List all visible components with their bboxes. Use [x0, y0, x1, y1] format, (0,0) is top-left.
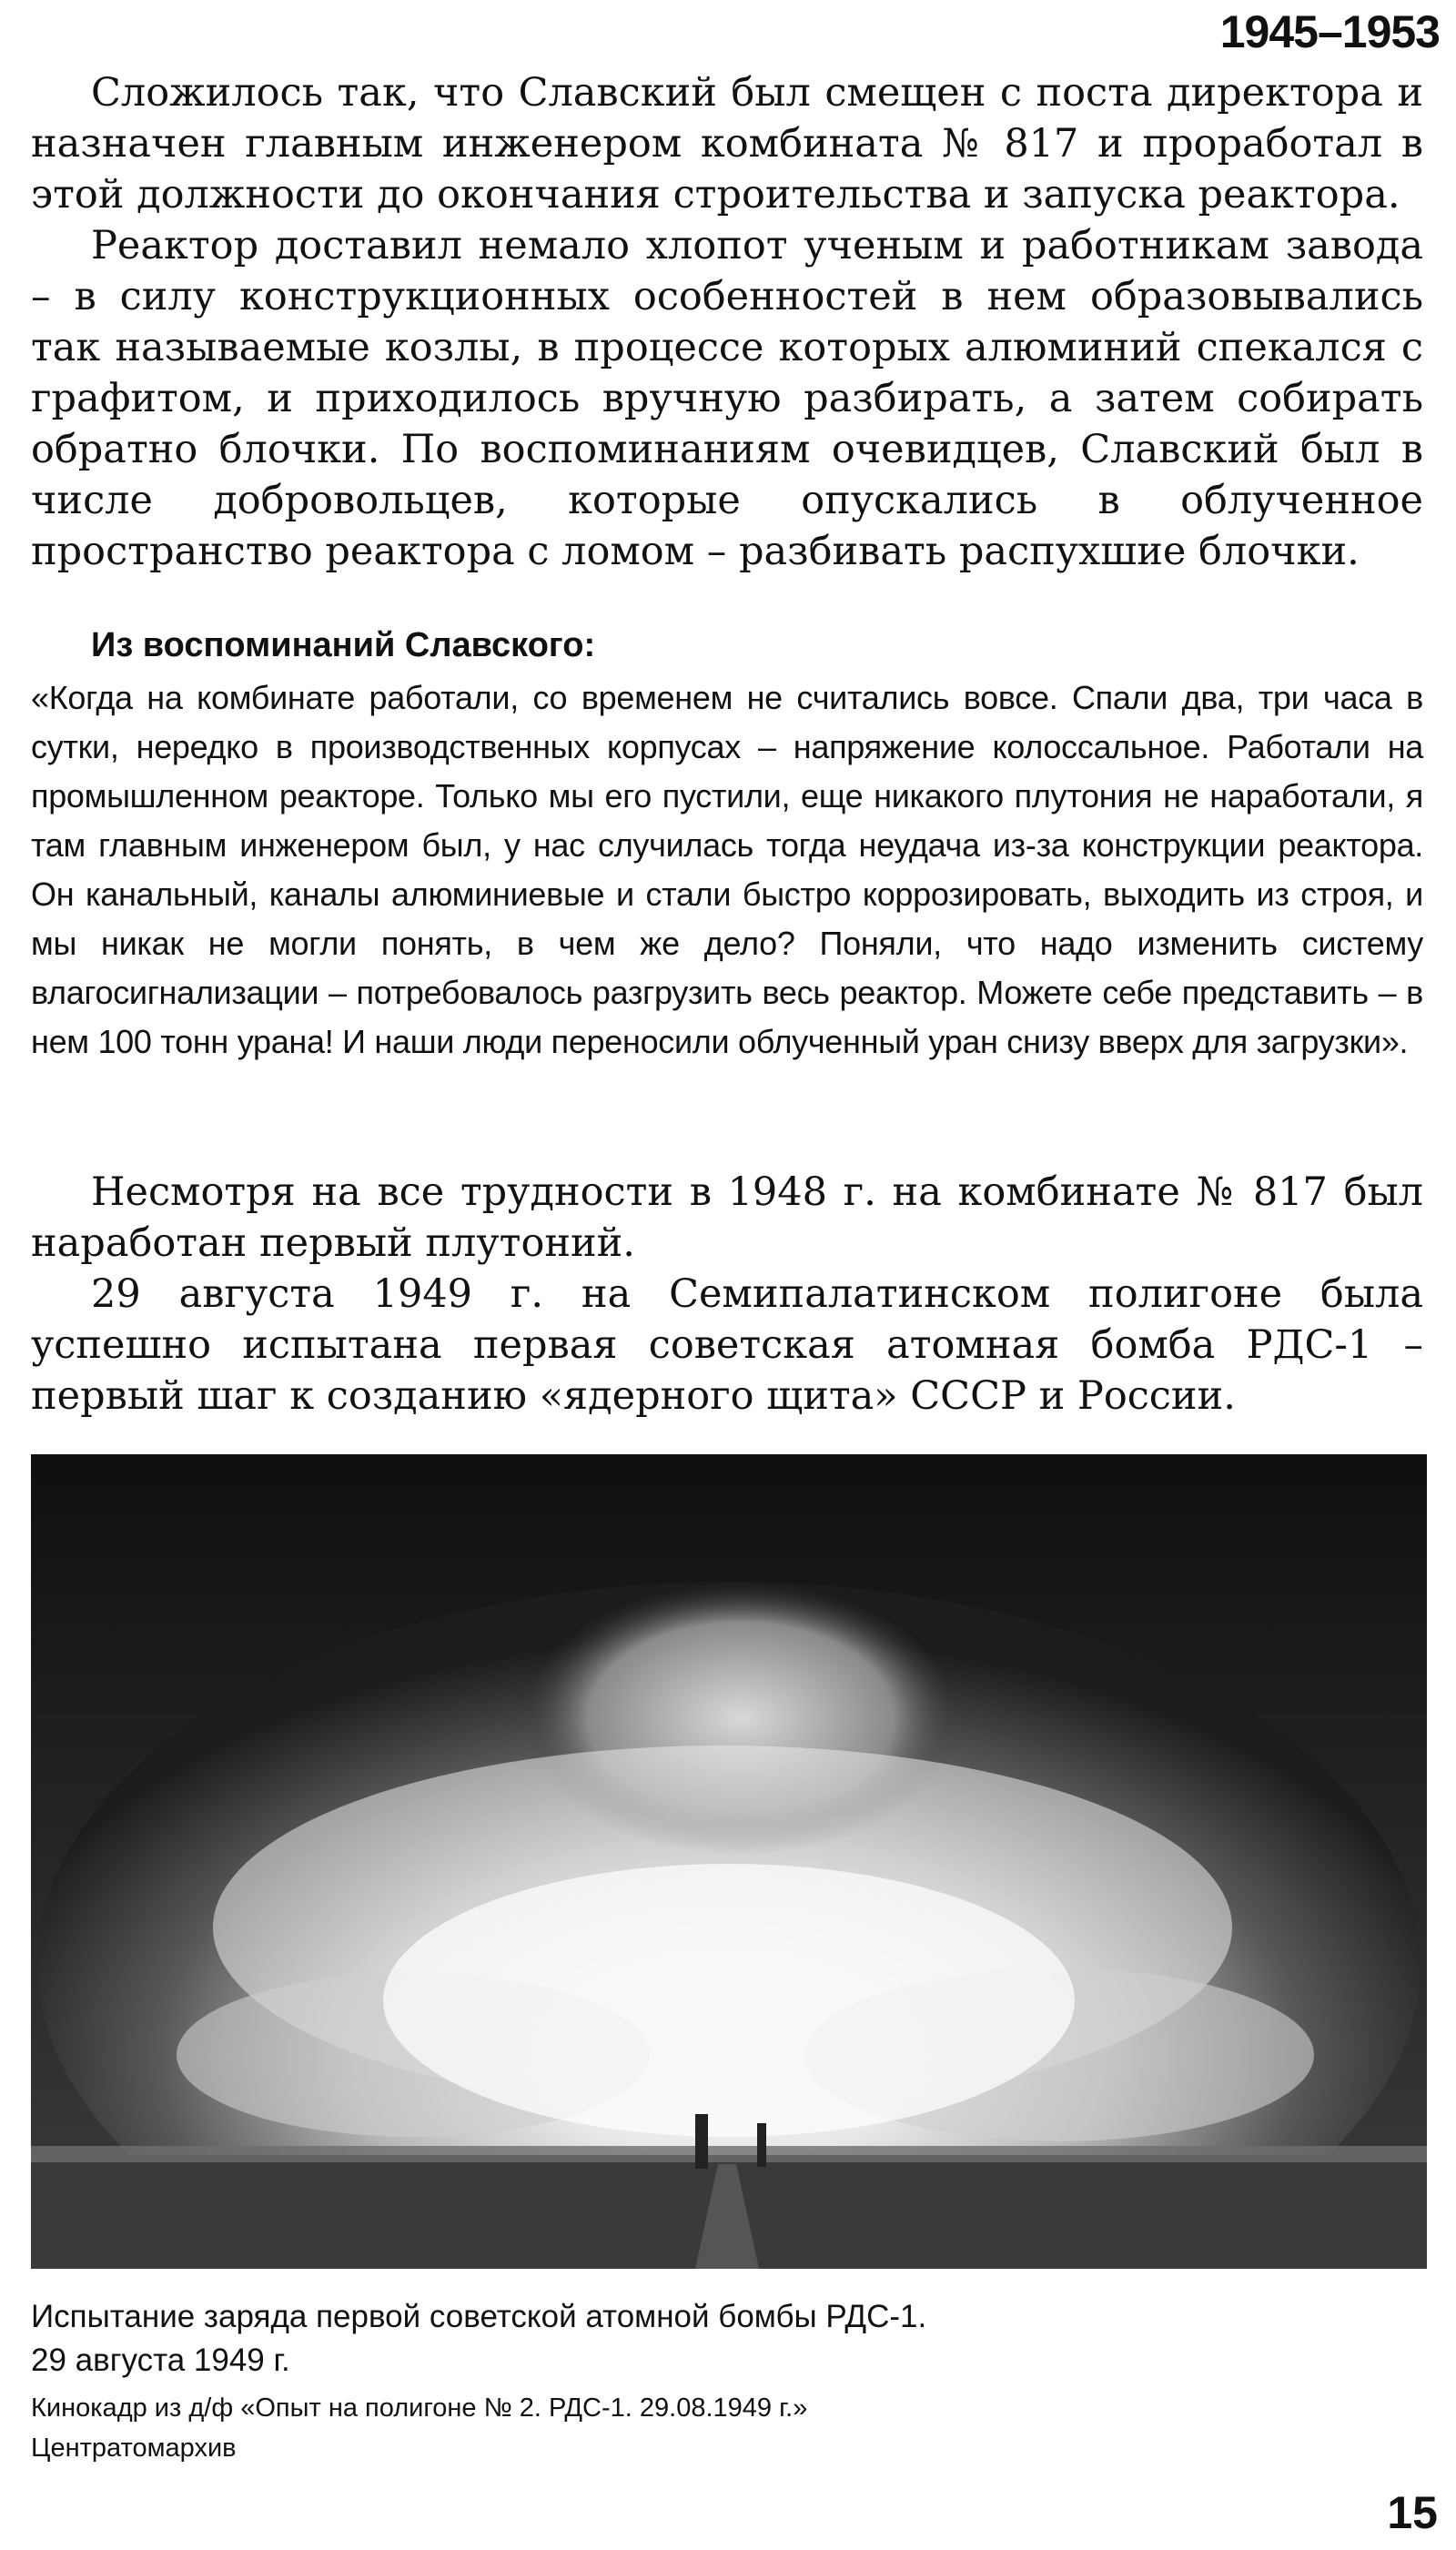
body-text-bottom [31, 1167, 1423, 1422]
explosion-photo [31, 1454, 1427, 2269]
body-text-top [31, 67, 1423, 577]
quote-text: «Когда на комбинате работали, со временем не считались вовсе. Спали два, три часа в сутки, нередко в производственных корпусах – напряжение колоссальное. Работали на промышленном реакторе. Только мы его пустили, еще никакого плутония не наработали, я там главным инженером был, у нас случилась тогда неудача из-за конструкции реактора. Он канальный, каналы алюминиевые и стали быстро коррозировать, выходить из строя, и мы никак не могли понять, в чем же дело? Поняли, что надо изменить систему влагосигнализации – потребовалось разгрузить весь реактор. Можете себе представить – в нем 100 тонн урана! И наши люди переносили облученный уран снизу вверх для загрузки». [31, 679, 1423, 1060]
caption-archive: Центратомархив [31, 2434, 237, 2463]
page-number: 15 [1387, 2487, 1438, 2538]
chapter-year-range: 1945–1953 [1219, 6, 1440, 57]
caption-source: Кинокадр из д/ф «Опыт на полигоне № 2. РДС-1. 29.08.1949 г.» [31, 2393, 808, 2423]
memoir-quote [31, 622, 1423, 1067]
paragraph: Реактор доставил немало хлопот ученым и работникам завода – в силу конструкционных особенностей в нем образовывались так называемые козлы, в процессе которых алюминий спекался с графитом, и приходилось вручную разбирать, а затем собирать обратно блочки. По воспоминаниям очевидцев, Славский был в числе добровольцев, которые опускались в облученное пространство реактора с ломом – разбивать распухшие блочки. [31, 223, 1423, 574]
paragraph: 29 августа 1949 г. на Семипалатинском полигоне была успешно испытана первая советская атомная бомба РДС-1 – первый шаг к созданию «ядерного щита» СССР и России. [31, 1271, 1423, 1419]
paragraph: Несмотря на все трудности в 1948 г. на комбинате № 817 был наработан первый плутоний. [31, 1169, 1423, 1266]
paragraph: Сложилось так, что Славский был смещен с поста директора и назначен главным инженером комбината № 817 и проработал в этой должности до окончания строительства и запуска реактора. [31, 70, 1423, 218]
caption-title: Испытание заряда первой советской атомной бомбы РДС-1. [31, 2299, 927, 2334]
quote-heading: Из воспоминаний Славского: [91, 626, 596, 664]
nuclear-test-image [31, 1454, 1427, 2269]
caption-date: 29 августа 1949 г. [31, 2343, 290, 2378]
photo-caption [31, 2295, 1123, 2468]
